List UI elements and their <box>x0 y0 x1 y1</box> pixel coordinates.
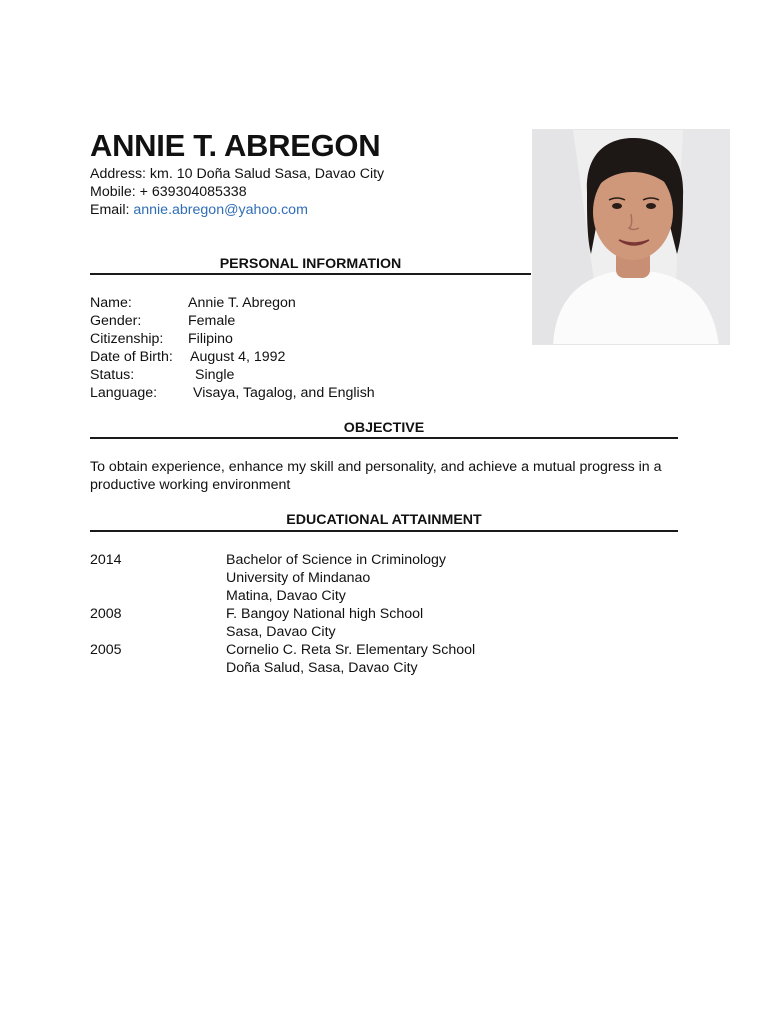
address-line: Address: km. 10 Doña Salud Sasa, Davao City <box>90 166 385 182</box>
email-link[interactable]: annie.abregon@yahoo.com <box>133 202 308 218</box>
info-value: Female <box>188 313 236 329</box>
profile-photo-illustration <box>533 130 730 345</box>
education-school: F. Bangoy National high School <box>226 606 424 622</box>
objective-divider <box>90 437 678 439</box>
education-list <box>90 551 475 677</box>
education-entry <box>90 641 475 677</box>
education-school: University of Mindanao <box>226 570 371 586</box>
info-label: Citizenship: <box>90 331 164 347</box>
education-details <box>226 641 475 677</box>
info-value: Single <box>195 367 235 383</box>
mobile-line: Mobile: + 639304085338 <box>90 184 247 200</box>
info-value: August 4, 1992 <box>190 349 286 365</box>
applicant-name: ANNIE T. ABREGON <box>90 128 381 163</box>
education-entry <box>90 551 475 605</box>
education-divider <box>90 530 678 532</box>
objective-text: To obtain experience, enhance my skill and personality, and achieve a mutual progress in a productive working environment <box>90 459 662 493</box>
info-label: Gender: <box>90 313 142 329</box>
personal-info-heading: PERSONAL INFORMATION <box>219 256 402 272</box>
objective-heading: OBJECTIVE <box>343 420 425 436</box>
education-year: 2005 <box>90 642 122 658</box>
education-year: 2008 <box>90 606 122 622</box>
info-label: Date of Birth: <box>90 349 173 365</box>
education-entry <box>90 605 475 641</box>
info-label: Status: <box>90 367 135 383</box>
personal-info-divider <box>90 273 531 275</box>
education-details <box>226 551 446 605</box>
profile-photo <box>532 129 730 345</box>
education-school: Cornelio C. Reta Sr. Elementary School <box>226 642 476 658</box>
education-details <box>226 605 423 641</box>
education-heading: EDUCATIONAL ATTAINMENT <box>286 512 482 528</box>
education-location: Sasa, Davao City <box>226 624 336 640</box>
email-line <box>90 201 384 219</box>
info-value: Annie T. Abregon <box>188 295 296 311</box>
info-label: Name: <box>90 295 132 311</box>
education-degree: Bachelor of Science in Criminology <box>226 552 447 568</box>
email-label: Email: <box>90 202 134 218</box>
info-label: Language: <box>90 385 158 401</box>
education-location: Doña Salud, Sasa, Davao City <box>226 660 418 676</box>
info-value: Visaya, Tagalog, and English <box>193 385 375 401</box>
education-location: Matina, Davao City <box>226 588 346 604</box>
contact-block <box>90 165 384 219</box>
info-value: Filipino <box>188 331 233 347</box>
education-year: 2014 <box>90 552 122 568</box>
